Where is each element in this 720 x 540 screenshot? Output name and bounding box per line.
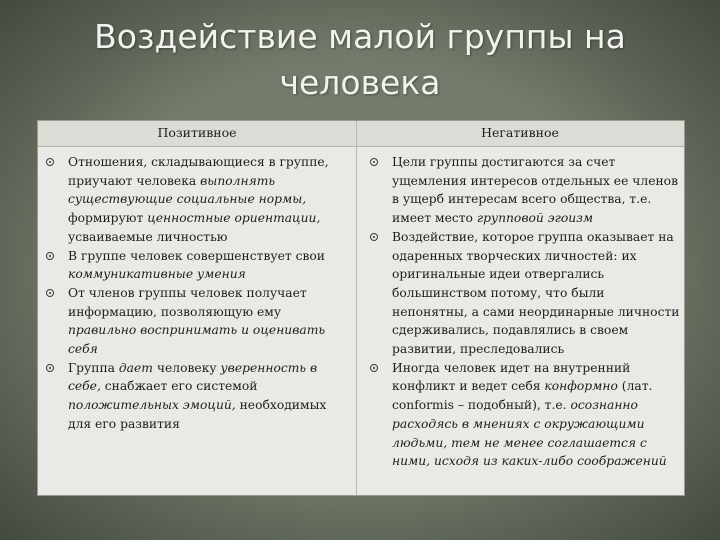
bullet-icon [46,158,54,166]
negative-text: осознанно расходясь в мнениях с окружающими людьми, тем не менее соглашается с ними, исходя из каких-либо соображений [392,398,667,469]
bullet-icon [370,158,378,166]
slide-title [60,14,660,106]
positive-item [68,153,353,247]
negative-item [392,228,680,359]
negative-text: Цели группы достигаются за счет ущемления интересов отдельных ее членов в ущерб интересам всего общества, т.е. имеет место [392,155,678,226]
table-header-row [38,121,684,147]
positive-item [68,247,353,284]
negative-item [392,359,680,471]
slide-title-line-1: Воздействие малой группы на [94,17,626,56]
positive-text: уверенность в себе, [68,360,318,394]
column-divider [356,121,357,495]
bullet-icon [46,289,54,297]
bullet-icon [46,364,54,372]
positive-column [68,153,353,434]
positive-text: От членов группы человек получает информацию, позволяющую ему [68,285,307,319]
positive-text: Группа [68,360,119,375]
positive-text: коммуникативные умения [68,267,246,282]
positive-text: Отношения, складывающиеся в группе, приучают человека [68,155,329,188]
bullet-icon [46,252,54,260]
negative-text: Иногда человек идет на внутренний конфликт и ведет себя [392,360,631,394]
negative-item [392,153,680,228]
comparison-table [37,120,685,496]
positive-text: снабжает его системой [100,379,258,394]
bullet-icon [370,233,378,241]
negative-text: конформно [544,379,618,394]
header-positive: Позитивное [157,125,237,140]
positive-text: правильно воспринимать и оценивать себя [68,323,326,357]
negative-text: (лат. conformis – подобный), т.е. [392,379,653,413]
positive-text: необходимых для его развития [68,398,327,431]
positive-text: человеку [152,360,221,375]
slide-title-line-2: человека [279,63,441,102]
positive-text: ценностные ориентации, [147,211,321,226]
positive-item [68,359,353,434]
positive-text: выполнять существующие социальные нормы, [68,173,307,207]
positive-item [68,284,353,359]
header-negative: Негативное [481,125,559,140]
positive-text: формируют [68,211,148,226]
bullet-icon [370,364,378,372]
positive-text: усваиваемые личностью [68,229,228,244]
negative-text: групповой эгоизм [476,211,594,226]
negative-text: Воздействие, которое группа оказывает на одаренных творческих личностей: их оригинальные идеи отвергались большинством потому, что были непонятны, а сами неординарные личности сдерживались, подавлялись в своем развитии, преследовались [392,229,680,357]
positive-text: положительных эмоций, [68,398,236,413]
positive-text: дает [118,360,153,375]
negative-column [392,153,680,471]
positive-text: В группе человек совершенствует свои [68,248,326,263]
